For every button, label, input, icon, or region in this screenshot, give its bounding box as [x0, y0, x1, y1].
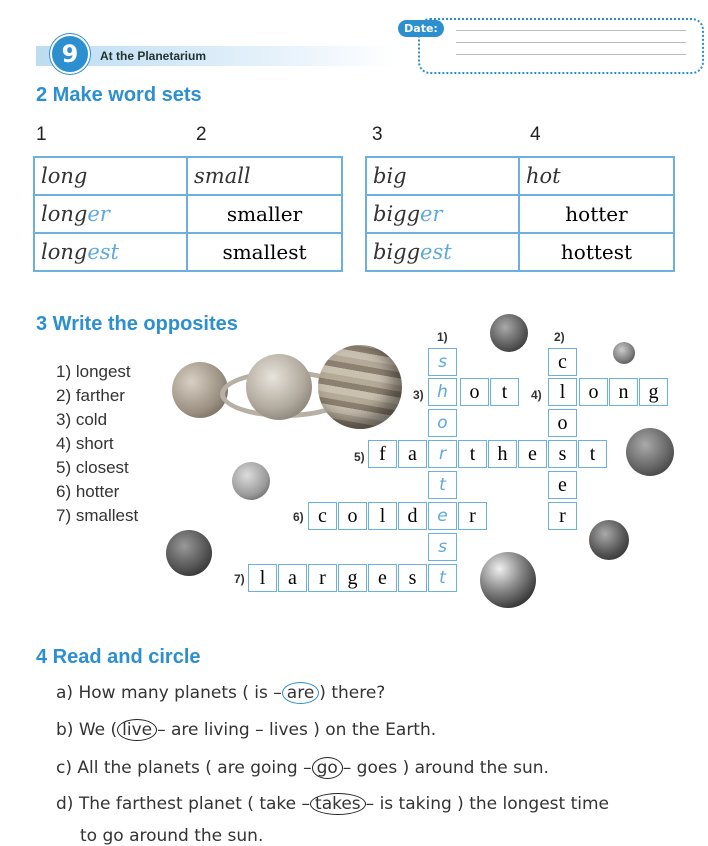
crossword-cell[interactable]: l [548, 378, 577, 406]
list-item: 3) cold [56, 410, 108, 429]
table-row [366, 233, 674, 271]
date-line [456, 42, 686, 43]
crossword-cell[interactable]: e [548, 471, 577, 499]
sentence-c: c) All the planets ( are going – go – goes ) around the sun. [56, 758, 549, 778]
sentence-a: a) How many planets ( is – are ) there? [56, 683, 386, 703]
crossword-cell[interactable]: d [398, 502, 427, 530]
jupiter-planet-image [318, 345, 402, 429]
answer-cell[interactable]: smaller [187, 195, 342, 233]
crossword-cell[interactable]: r [548, 502, 577, 530]
unit-banner [36, 46, 396, 66]
planet-image [166, 530, 212, 576]
list-item: 5) closest [56, 458, 129, 477]
crossword-cell[interactable]: h [488, 440, 517, 468]
crossword-cell[interactable]: c [548, 348, 577, 376]
section-title-opposites: 3 Write the opposites [36, 313, 238, 335]
crossword-cell[interactable]: a [278, 564, 307, 592]
crossword-cell[interactable]: l [368, 502, 397, 530]
section-title-word-sets: 2 Make word sets [36, 84, 202, 106]
crossword-cell[interactable]: c [308, 502, 337, 530]
crossword-cell[interactable]: t [578, 440, 607, 468]
planet-image [589, 520, 629, 560]
column-number: 1 [36, 124, 47, 145]
unit-number-badge: 9 [50, 34, 90, 74]
word-table-right [365, 156, 675, 272]
crossword-cell[interactable]: s [428, 348, 457, 376]
crossword-cell[interactable]: s [428, 533, 457, 561]
sentence-d: d) The farthest planet ( take – takes – is taking ) the longest time [56, 794, 610, 814]
crossword-cell[interactable]: g [338, 564, 367, 592]
crossword-cell[interactable]: t [458, 440, 487, 468]
crossword-cell[interactable]: t [490, 378, 519, 406]
crossword-clue-number: 7) [234, 572, 245, 586]
sentence-d-continuation: to go around the sun. [80, 826, 264, 846]
word-cell: hot [519, 157, 674, 195]
crossword-cell[interactable]: n [609, 378, 638, 406]
crossword-cell[interactable]: s [398, 564, 427, 592]
crossword-clue-number: 5) [354, 450, 365, 464]
crossword-cell[interactable]: o [548, 409, 577, 437]
crossword-cell[interactable]: r [458, 502, 487, 530]
word-cell: bigger [366, 195, 519, 233]
crossword-cell[interactable]: e [368, 564, 397, 592]
word-cell: biggest [366, 233, 519, 271]
date-label: Date: [398, 20, 444, 37]
word-cell: longer [34, 195, 187, 233]
list-item: 6) hotter [56, 482, 120, 501]
crossword-cell[interactable]: t [428, 564, 457, 592]
table-row [366, 195, 674, 233]
crossword-cell[interactable]: f [368, 440, 397, 468]
column-number: 3 [372, 124, 383, 145]
list-item: 4) short [56, 434, 114, 453]
crossword-cell[interactable]: o [460, 378, 489, 406]
opposites-list [56, 360, 138, 528]
crossword-cell[interactable]: e [428, 502, 457, 530]
crossword-cell[interactable]: o [579, 378, 608, 406]
crossword-cell[interactable]: l [248, 564, 277, 592]
crossword-clue-number: 1) [437, 330, 448, 344]
unit-title: At the Planetarium [100, 49, 207, 63]
word-table-left [33, 156, 343, 272]
word-cell: longest [34, 233, 187, 271]
table-row [34, 157, 342, 195]
crossword-cell[interactable]: t [428, 471, 457, 499]
date-field[interactable] [418, 18, 704, 74]
crossword-clue-number: 4) [531, 388, 542, 402]
saturn-planet-image [246, 354, 312, 420]
answer-cell[interactable]: smallest [187, 233, 342, 271]
crossword-cell[interactable]: g [639, 378, 668, 406]
crossword-clue-number: 6) [293, 510, 304, 524]
circled-answer[interactable]: are [282, 682, 320, 704]
list-item: 1) longest [56, 362, 131, 381]
crossword-cell[interactable]: e [518, 440, 547, 468]
circled-answer[interactable]: go [312, 757, 343, 779]
earth-planet-image [480, 552, 536, 608]
planet-image [613, 342, 635, 364]
sentence-b: b) We ( live – are living – lives ) on the Earth. [56, 720, 437, 740]
planet-image [490, 314, 528, 352]
column-number: 2 [196, 124, 207, 145]
list-item: 7) smallest [56, 506, 139, 525]
crossword-cell[interactable]: o [338, 502, 367, 530]
planet-image [232, 462, 270, 500]
circled-answer[interactable]: takes [310, 793, 366, 815]
answer-cell[interactable]: hotter [519, 195, 674, 233]
date-line [456, 30, 686, 31]
crossword-cell[interactable]: s [548, 440, 577, 468]
crossword-cell[interactable]: a [398, 440, 427, 468]
table-row [366, 157, 674, 195]
list-item: 2) farther [56, 386, 125, 405]
date-line [456, 54, 686, 55]
circled-answer[interactable]: live [117, 719, 157, 741]
crossword-clue-number: 2) [554, 330, 565, 344]
column-number: 4 [530, 124, 541, 145]
planet-image [626, 428, 674, 476]
crossword-cell[interactable]: r [308, 564, 337, 592]
answer-cell[interactable]: hottest [519, 233, 674, 271]
crossword-cell[interactable]: h [428, 378, 457, 406]
crossword-clue-number: 3) [413, 388, 424, 402]
crossword-cell[interactable]: o [428, 409, 457, 437]
crossword-cell[interactable]: r [428, 440, 457, 468]
table-row [34, 233, 342, 271]
word-cell: long [34, 157, 187, 195]
table-row [34, 195, 342, 233]
word-cell: big [366, 157, 519, 195]
section-title-read-circle: 4 Read and circle [36, 646, 201, 668]
word-cell: small [187, 157, 342, 195]
